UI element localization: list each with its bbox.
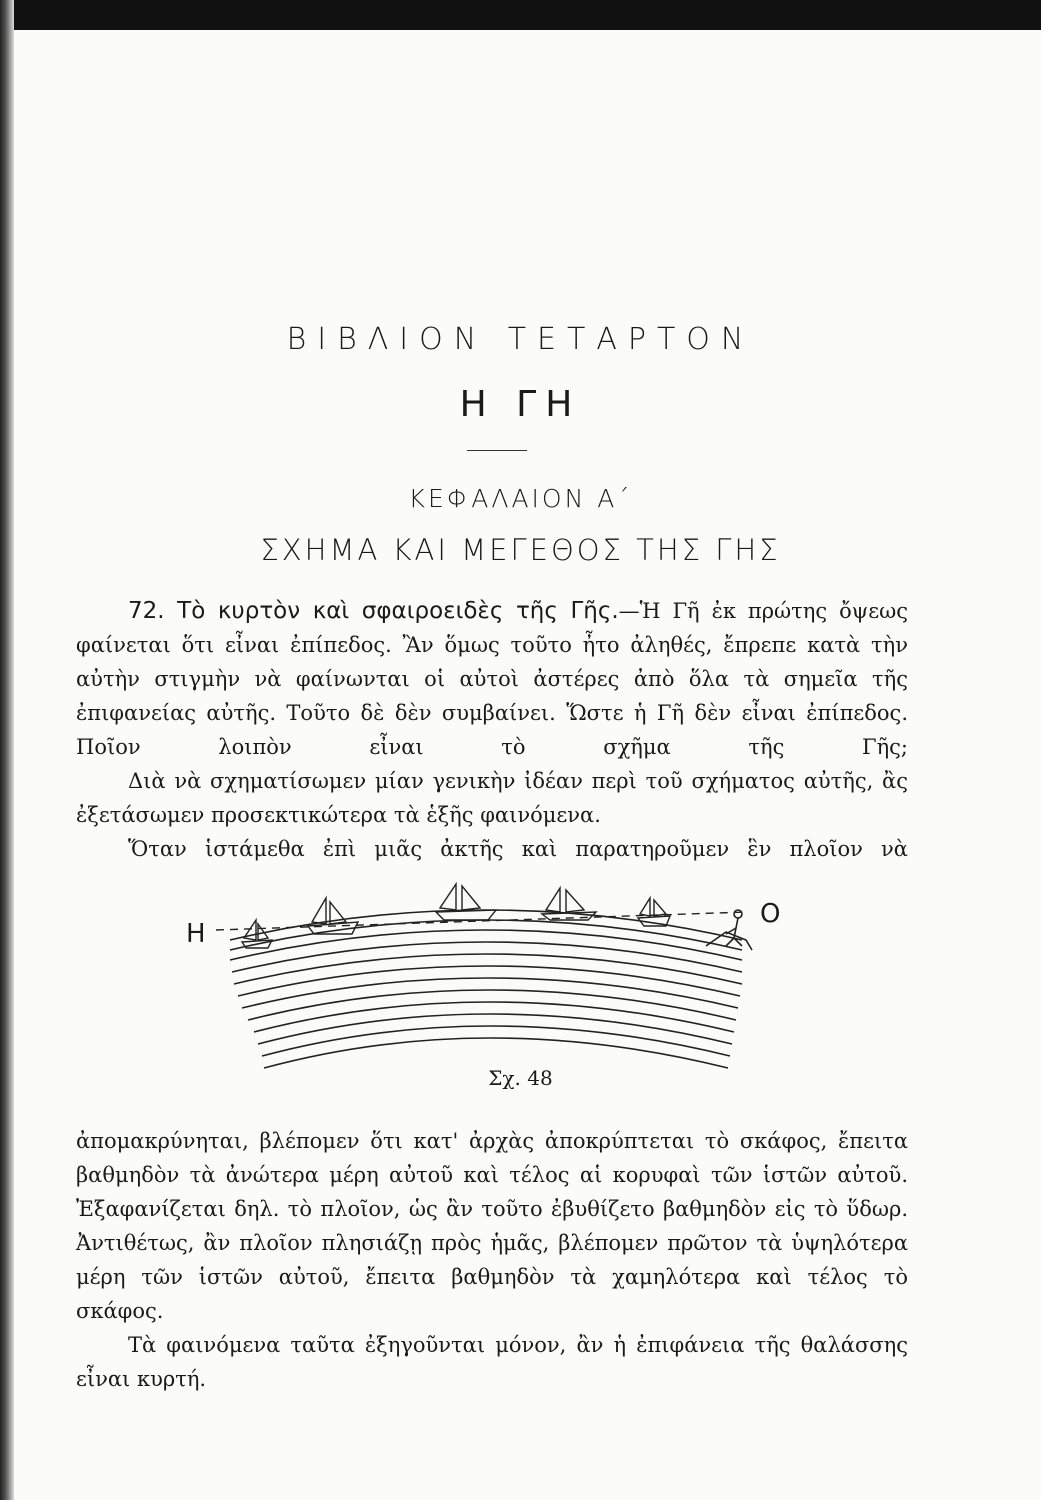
ships-horizon-figure [186,880,796,1080]
paragraph-4 [76,1124,908,1328]
paragraph-1 [76,594,908,764]
ship-icon [436,884,496,920]
paragraph-5: Τὰ φαινόμενα ταῦτα ἐξηγοῦνται μόνον, ἂν ἡ ἐπιφάνεια τῆς θαλάσσης εἶναι κυρτή. [76,1333,908,1391]
paragraph-4-text: ἀπομακρύνηται, βλέπομεν ὅτι κατ' ἀρχὰς ἀποκρύπτεται τὸ σκάφος, ἔπειτα βαθμηδὸν τὰ ἀνώτερα μέρη αὐτοῦ καὶ τέλος αἱ κορυφαὶ τῶν ἱστῶν αὐτοῦ. Ἐξαφανίζεται δηλ. τὸ πλοῖον, ὡς ἂν τοῦτο ἐβυθίζετο βαθμηδὸν εἰς τὸ ὕδωρ. Ἀντιθέτως, ἂν πλοῖον πλησιάζῃ πρὸς ἡμᾶς, βλέπομεν πρῶτον τὰ ὑψηλότερα μέρη τῶν ἱστῶν αὐτοῦ, ἔπειτα βαθμηδὸν τὰ χαμηλότερα καὶ τέλος τὸ σκάφος. [76,1129,908,1323]
paragraph-2: Διὰ νὰ σχηματίσωμεν μίαν γενικὴν ἰδέαν περὶ τοῦ σχήματος αὐτῆς, ἂς ἐξετάσωμεν προσεκτικώτερα τὰ ἑξῆς φαινόμενα. [76,769,908,827]
figure-label-left: Η [186,919,206,949]
figure-caption: Σχ. 48 [488,1066,553,1090]
chapter-title: ΣΧΗΜΑ ΚΑΙ ΜΕΓΕΘΟΣ ΤΗΣ ΓΗΣ [260,533,781,567]
title-divider [467,450,527,451]
section-heading: 72. Τὸ κυρτὸν καὶ σφαιροειδὲς τῆς Γῆς. [128,598,619,624]
paragraph-1-text: —Ἡ Γῆ ἐκ πρώτης ὄψεως φαίνεται ὅτι εἶναι ἐπίπεδος. Ἂν ὅμως τοῦτο ἦτο ἀληθές, ἔπρεπε κατὰ τὴν αὐτὴν στιγμὴν νὰ φαίνωνται οἱ αὐτοὶ ἀστέρες ἀπὸ ὅλα τὰ σημεῖα τῆς ἐπιφανείας αὐτῆς. Τοῦτο δὲ δὲν συμβαίνει. Ὥστε ἡ Γῆ δὲν εἶναι ἐπίπεδος. Ποῖον λοιπὸν εἶναι τὸ σχῆμα τῆς Γῆς; [76,599,908,759]
sea-curvature-lines [230,910,742,1068]
main-title: Η ΓΗ [459,384,582,425]
figure-label-right: Ο [760,899,781,929]
paragraph-3: Ὅταν ἱστάμεθα ἐπὶ μιᾶς ἀκτῆς καὶ παρατηροῦμεν ἓν πλοῖον νὰ [128,837,908,861]
chapter-label: ΚΕΦΑΛΑΙΟΝ Α΄ [408,484,633,513]
book-title: ΒΙΒΛΙΟΝ ΤΕΤΑΡΤΟΝ [286,322,755,357]
